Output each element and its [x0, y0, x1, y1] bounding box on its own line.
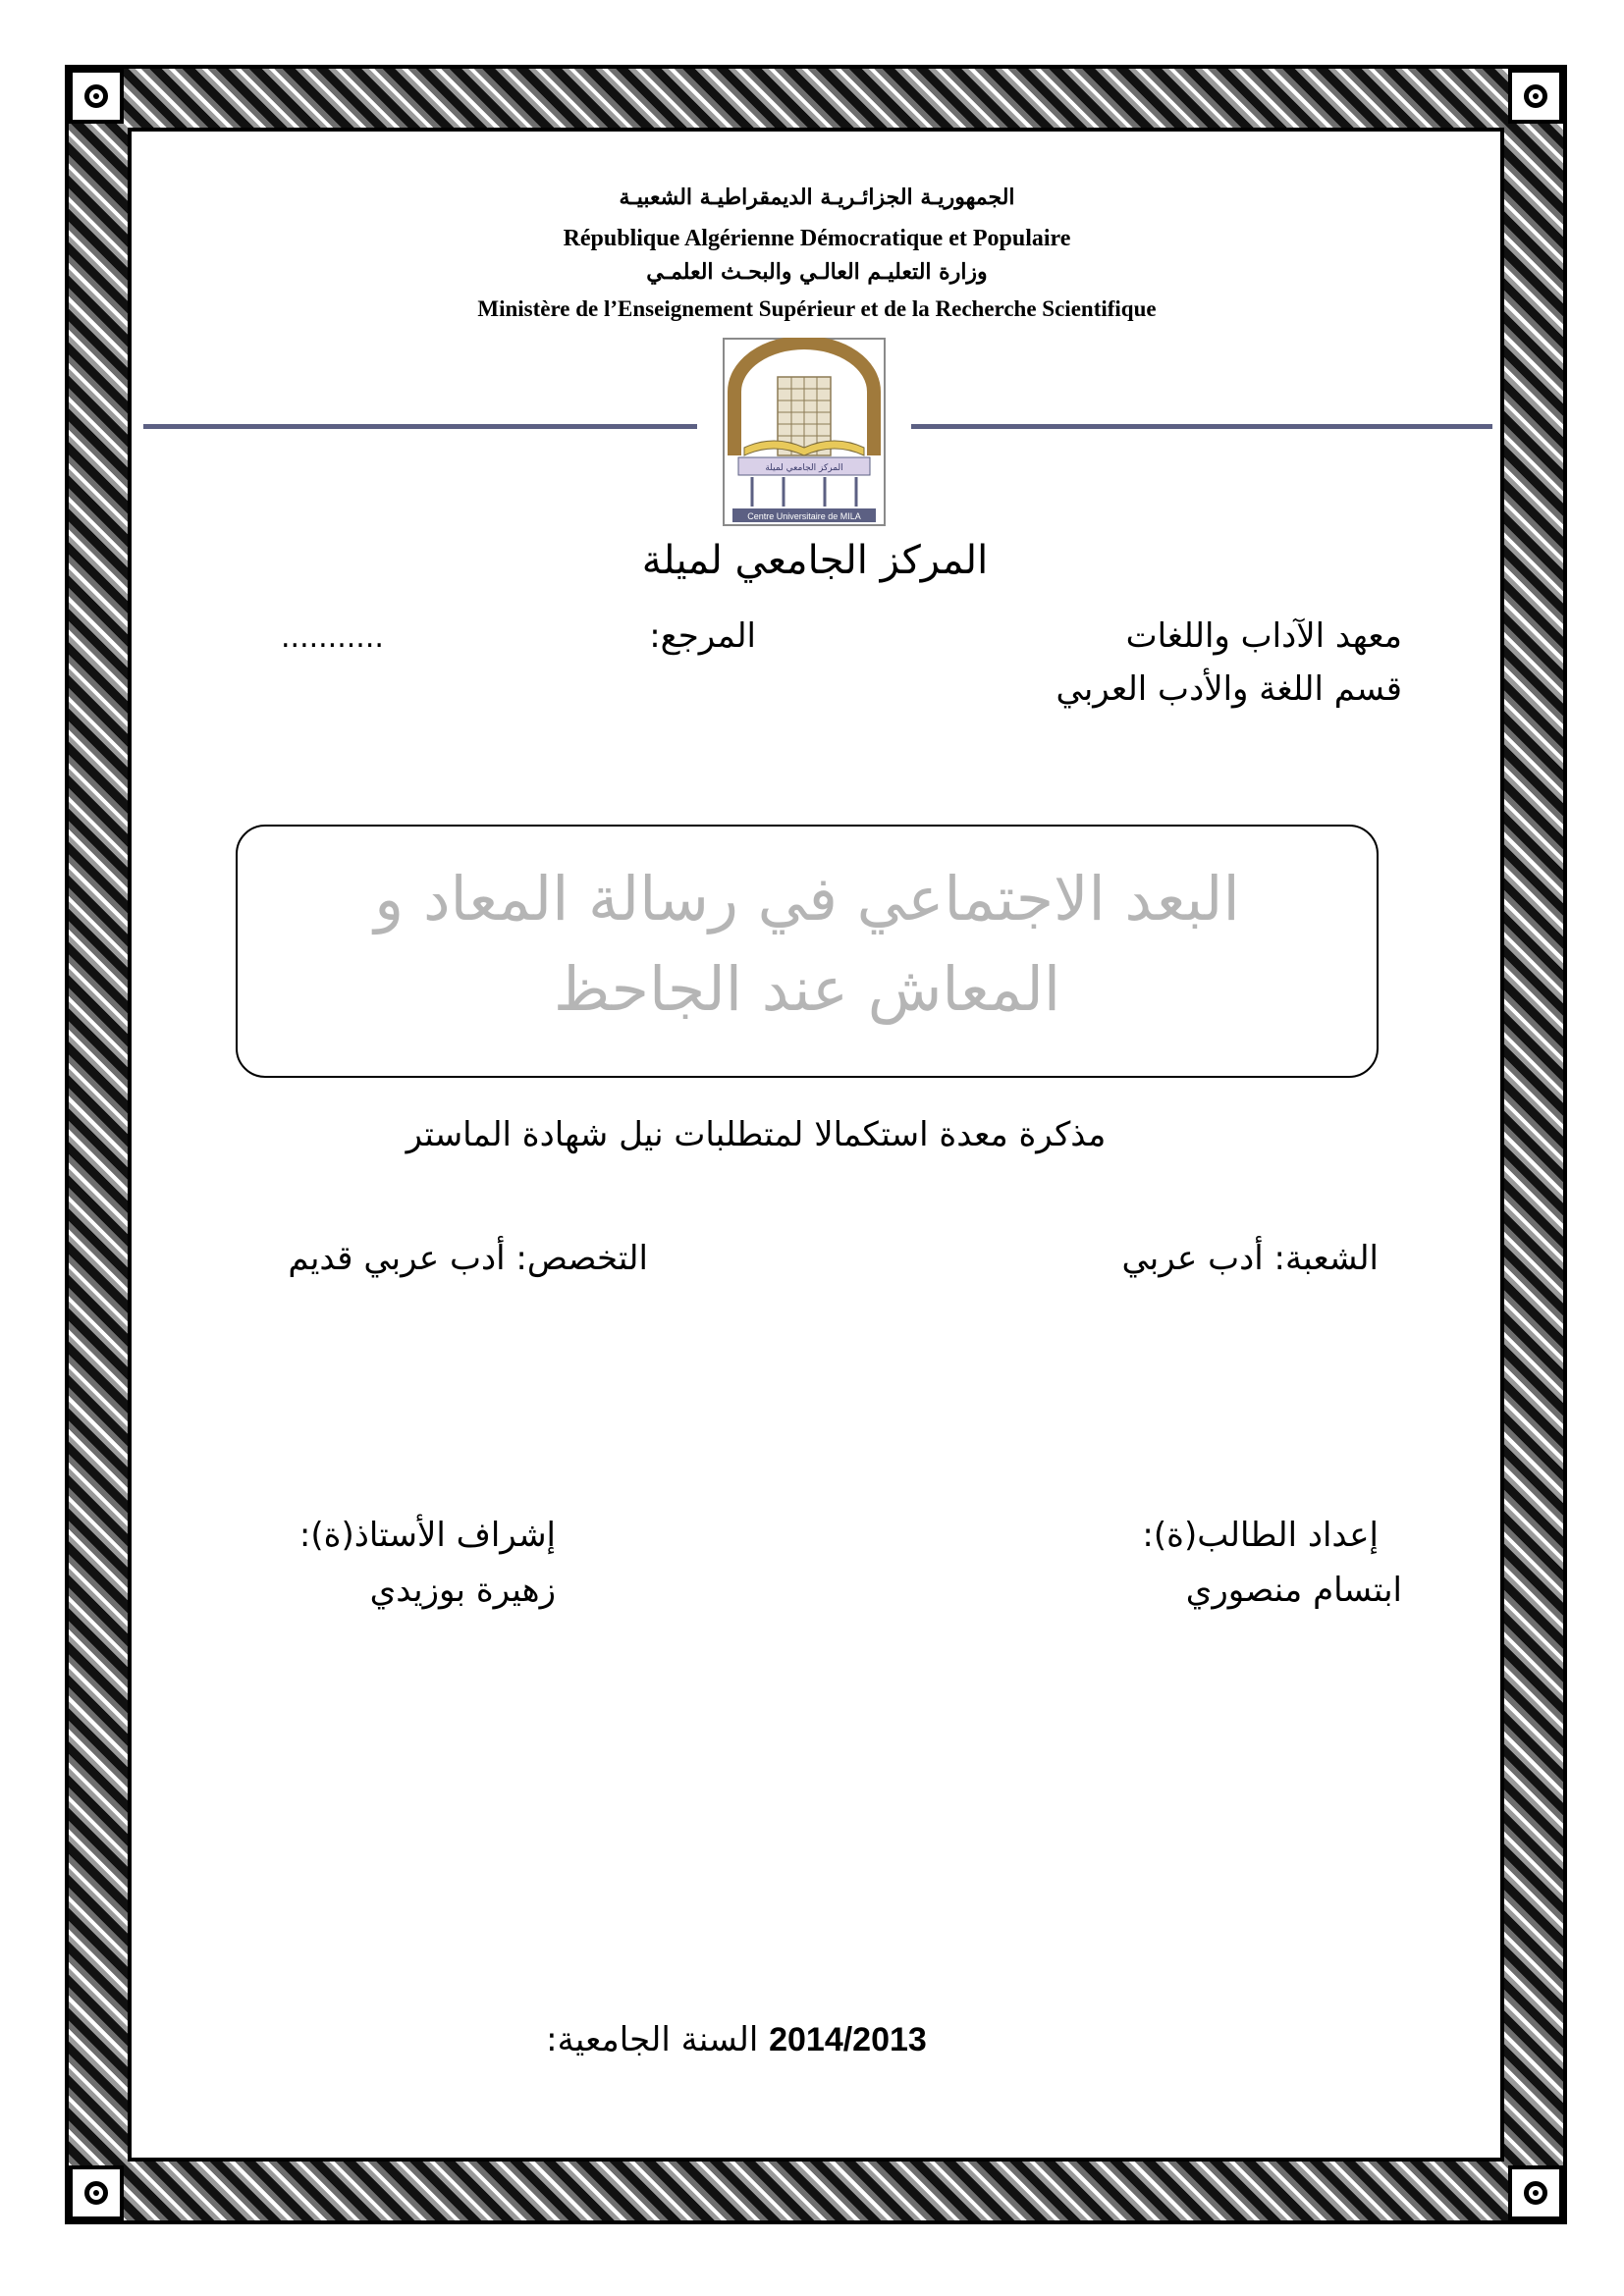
left-divider-rule — [143, 424, 697, 429]
corner-ornament-icon — [1508, 2165, 1563, 2220]
corner-ornament-icon — [69, 69, 124, 124]
student-label: إعداد الطالب(ة): — [1142, 1516, 1379, 1555]
thesis-title-line-2: المعاش عند الجاحظ — [553, 953, 1061, 1025]
academic-year-value: 2014/2013 — [769, 2021, 927, 2058]
academic-year-label: السنة الجامعية: — [546, 2020, 759, 2059]
corner-ornament-icon — [69, 2165, 124, 2220]
thesis-subtitle: مذكرة معدة استكمالا لمتطلبات نيل شهادة الماستر — [406, 1115, 1107, 1154]
corner-ornament-icon — [1508, 69, 1563, 124]
logo-banner-text: المركز الجامعي لميلة — [765, 463, 843, 473]
republic-title-french: République Algérienne Démocratique et Populaire — [563, 226, 1071, 251]
republic-title-arabic: الجمهوريـة الجزائـريـة الديمقراطيـة الشعبيـة — [619, 185, 1015, 210]
specialty: التخصص: أدب عربي قديم — [288, 1239, 648, 1278]
logo-caption: Centre Universitaire de MILA — [747, 511, 861, 521]
institute-name: معهد الآداب واللغات — [1125, 616, 1402, 656]
ministry-title-arabic: وزارة التعليـم العالـي والبحـث العلمـي — [646, 259, 988, 285]
department-name: قسم اللغة والأدب العربي — [1056, 669, 1402, 709]
branch: الشعبة: أدب عربي — [1121, 1239, 1379, 1278]
thesis-title — [275, 854, 1339, 1035]
thesis-title-line-1: البعد الاجتماعي في رسالة المعاد و — [374, 863, 1240, 934]
center-name: المركز الجامعي لميلة — [641, 538, 989, 583]
reference-value: ........... — [281, 620, 384, 655]
supervisor-name: زهيرة بوزيدي — [369, 1571, 556, 1610]
supervisor-label: إشراف الأستاذ(ة): — [298, 1516, 556, 1555]
right-divider-rule — [911, 424, 1492, 429]
academic-year — [471, 2020, 1001, 2059]
reference-label: المرجع: — [649, 616, 756, 656]
university-logo — [723, 338, 886, 526]
student-name: ابتسام منصوري — [1185, 1571, 1402, 1610]
ministry-title-french: Ministère de l’Enseignement Supérieur et de la Recherche Scientifique — [477, 296, 1157, 321]
